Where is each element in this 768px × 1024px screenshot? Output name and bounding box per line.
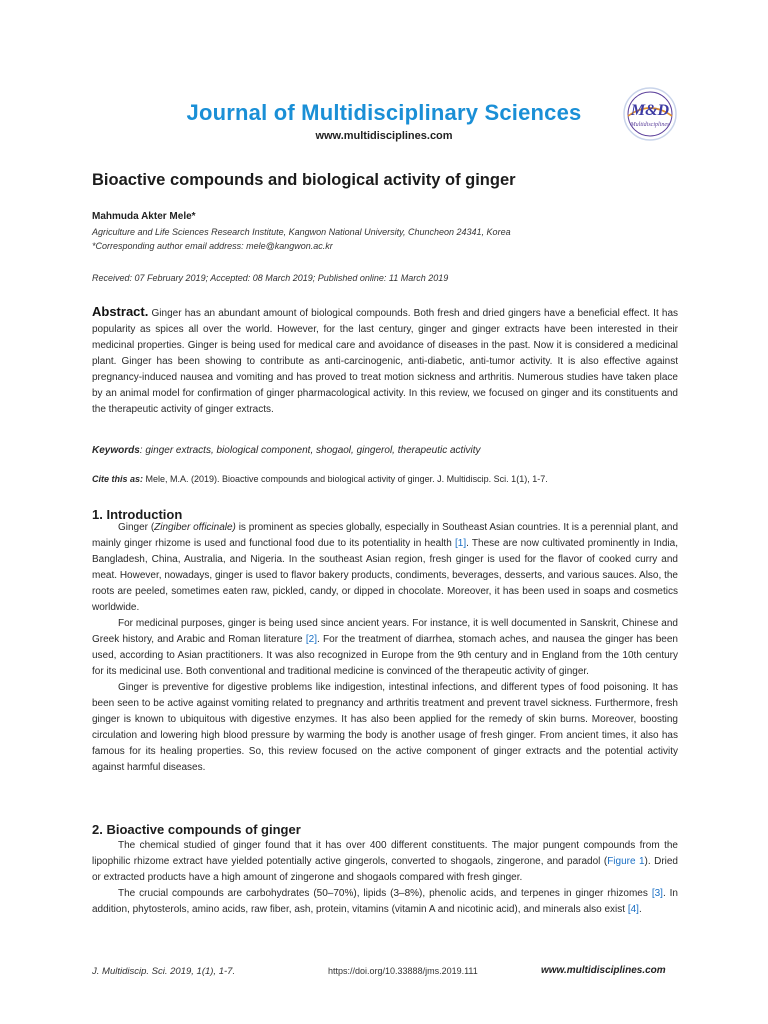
bioactive-body	[92, 838, 678, 918]
figure-link[interactable]: Figure 1	[607, 856, 645, 867]
corresponding-author: *Corresponding author email address: mele@kangwon.ac.kr	[92, 241, 333, 251]
journal-logo	[622, 86, 678, 142]
bioactive-paragraph-2: The crucial compounds are carbohydrates (50–70%), lipids (3–8%), phenolic acids, and terpenes in ginger rhizomes [3]. In addition, phytosterols, amino acids, raw fiber, ash, protein, vitamins (vitamin A and nicotinic acid), and minerals also exist [4].	[92, 888, 678, 915]
journal-title: Journal of Multidisciplinary Sciences	[186, 100, 582, 125]
reference-link[interactable]: [2]	[305, 634, 318, 645]
reference-link[interactable]: [1]	[454, 538, 467, 549]
keywords	[92, 443, 678, 459]
introduction-body	[92, 520, 678, 776]
footer-citation: J. Multidiscip. Sci. 2019, 1(1), 1-7.	[92, 966, 236, 977]
cite-text: Mele, M.A. (2019). Bioactive compounds and biological activity of ginger. J. Multidiscip. Sci. 1(1), 1-7.	[143, 474, 548, 484]
logo-subtext: Multidisciplines	[630, 122, 670, 128]
section-heading-introduction: 1. Introduction	[92, 507, 183, 522]
article-title: Bioactive compounds and biological activity of ginger	[92, 171, 516, 189]
journal-logo-icon	[622, 86, 678, 142]
footer-doi[interactable]: https://doi.org/10.33888/jms.2019.111	[328, 966, 478, 976]
intro-paragraph-2: For medicinal purposes, ginger is being used since ancient years. For instance, it is well documented in Sanskrit, Chinese and Greek history, and Arabic and Roman literature [2]. For the treatment of diarrhea, stomach aches, and nausea the ginger has been used, according to Asian practitioners. It was also recognized in Europe from the 9th century and in England from the 10th century for its medicinal use. Both conventional and traditional medicine is convinced of the therapeutic activity of ginger.	[92, 618, 678, 677]
bioactive-paragraph-1: The chemical studied of ginger found that it has over 400 different constituents. The major pungent compounds from the lipophilic rhizome extract have yielded potentially active gingerols, converted to shogaols, zingerone, and paradol (Figure 1). Dried or extracted products have a high amount of zingerone and shogaols compared with fresh ginger.	[92, 840, 678, 883]
logo-text: M&D	[630, 102, 670, 119]
keywords-label: Keywords	[92, 445, 140, 456]
author-name: Mahmuda Akter Mele*	[92, 211, 196, 222]
publication-dates: Received: 07 February 2019; Accepted: 08 March 2019; Published online: 11 March 2019	[92, 273, 449, 283]
abstract-label: Abstract.	[92, 304, 149, 319]
footer-url[interactable]: www.multidisciplines.com	[541, 965, 666, 976]
abstract-text: Ginger has an abundant amount of biological compounds. Both fresh and dried gingers have a beneficial effect. It has popularity as spices all over the world. However, for the last century, ginger and ginger extracts have been interested in their medicinal properties. Ginger is being used for medical care and avoidance of diseases in the past. Now it is considered a medicinal plant. Ginger has been showing to contribute as anti-carcinogenic, anti-diabetic, anti-tumor activity. It is also effective against pregnancy-induced nausea and vomiting and has proved to treat motion sickness and arthritis. Numerous studies have taken place by an animal model for confirmation of ginger pharmacological activity. In this review, we focused on ginger and its constituents and the therapeutic activity of ginger extracts.	[92, 308, 678, 415]
species-name: Zingiber officinale)	[154, 522, 236, 533]
keywords-text: : ginger extracts, biological component, shogaol, gingerol, therapeutic activity	[139, 445, 481, 456]
intro-paragraph-3: Ginger is preventive for digestive problems like indigestion, intestinal infections, and different types of food poisoning. It has been seen to be active against vomiting related to pregnancy and arthritis treatment and prevent travel sickness. Furthermore, fresh ginger is known to ubiquitous with digestive enzymes. It has also been applied for the remedy of skin burns. Moreover, boosting circulation and lowering high blood pressure by warming the body is another usage of fresh ginger. From ancient times, it also has famous for its healing properties. So, this review focused on the active component of ginger extracts and the potential activity against harmful diseases.	[92, 682, 678, 773]
reference-link[interactable]: [4]	[627, 904, 639, 915]
intro-paragraph-1: Ginger (Zingiber officinale) is prominent as species globally, especially in Southeast Asian countries. It is a perennial plant, and mainly ginger rhizome is used and functional food due to its potentiality in health [1]. These are now cultivated prominently in India, Bangladesh, China, Australia, and Nigeria. In the southeast Asian region, fresh ginger is used for the flavor of cooked curry and meat. However, nowadays, ginger is used to flavor bakery products, condiments, beverages, desserts, and various sauces. Also, the roots are peeled, sometimes eaten raw, pickled, candy, or dipped in chocolate. Moreover, it has been used in soaps and cosmetics worldwide.	[92, 522, 678, 613]
author-affiliation: Agriculture and Life Sciences Research Institute, Kangwon National University, Chuncheon 24341, Korea	[92, 227, 511, 237]
abstract	[92, 304, 678, 418]
cite-label: Cite this as:	[92, 474, 144, 484]
journal-url[interactable]: www.multidisciplines.com	[315, 130, 453, 142]
section-heading-bioactive-compounds: 2. Bioactive compounds of ginger	[92, 822, 301, 837]
reference-link[interactable]: [3]	[651, 888, 663, 899]
cite-this-as	[92, 471, 678, 487]
